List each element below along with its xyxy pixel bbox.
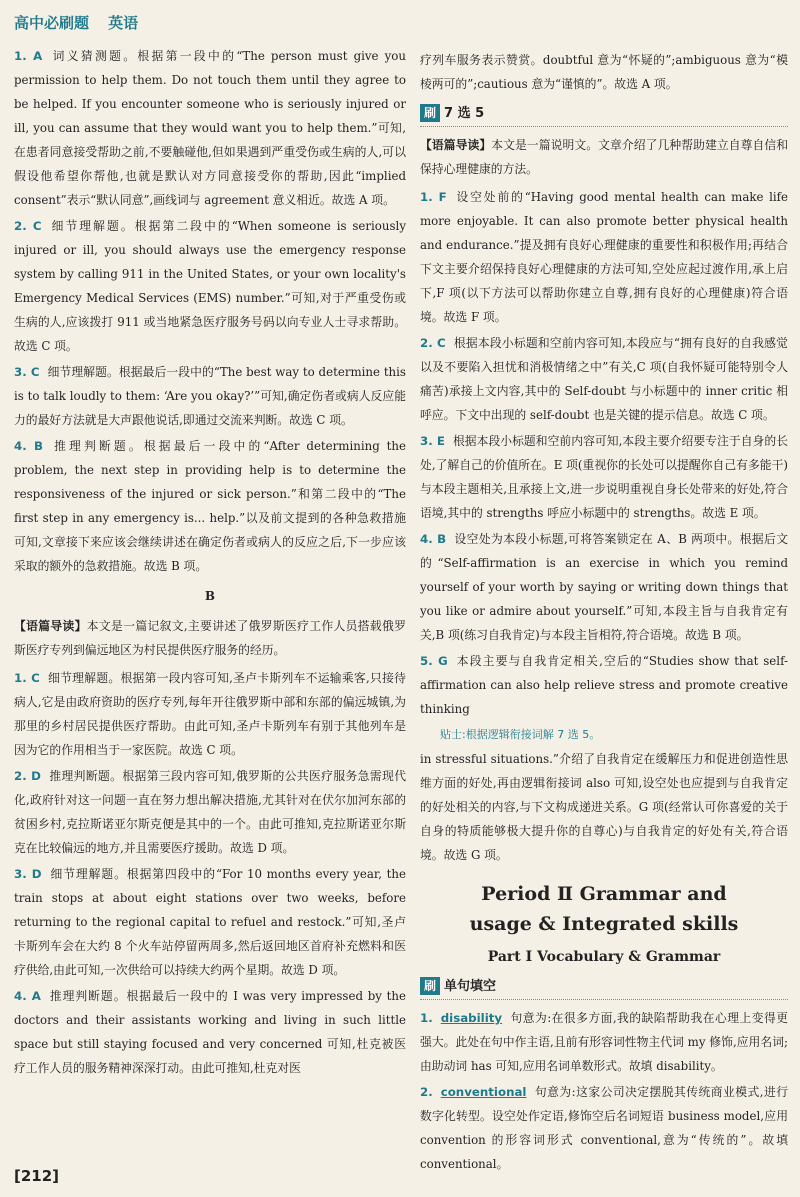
answer-text: 本段主要与自我肯定相关,空后的“Studies show that self-affirmation can also help relieve stress and promote creative thinking — [420, 654, 788, 716]
fill-item — [420, 1006, 788, 1078]
answer-item — [420, 649, 788, 721]
intro-text: 本文是一篇说明文。文章介绍了几种帮助建立自尊自信和保持心理健康的方法。 — [420, 138, 788, 176]
answer-number: 3. C — [14, 365, 40, 379]
fill-number: 2. — [420, 1085, 433, 1099]
left-column — [14, 44, 406, 1082]
answer-text: 细节理解题。根据第一段内容可知,圣卢卡斯列车不运输乘客,只接待病人,它是由政府资助的医疗专列,每年开往俄罗斯中部和东部的偏远城镇,为那里的乡村居民提供医疗帮助。由此可知,圣卢卡斯列车有别于其他列车是因为它的作用相当于一家医院。故选 C 项。 — [14, 671, 406, 757]
answer-continued: in stressful situations.”介绍了自我肯定在缓解压力和促进创造性思维方面的好处,再由逻辑衔接词 also 可知,设空处也应提到与自我肯定的好处相关的内容,与下文构成递进关系。G 项(经常认可你喜爱的关于自身的特质能够极大提升你的自尊心)与自我肯定的好处有关,符合语境。故选 G 项。 — [420, 752, 788, 862]
fill-title: 单句填空 — [444, 979, 497, 994]
answer-text: 细节理解题。根据最后一段中的“The best way to determine this is to talk loudly to them: ‘Are you okay?’”可知,确定伤者或病人反应能力的最好方法就是大声跟他说话,即通过交流来判断。故选 C 项。 — [14, 365, 406, 427]
answer-text: 设空处为本段小标题,可将答案锁定在 A、B 两项中。根据后文的“Self-affirmation is an exercise in which you remind yourself of your worth by saying or writing down things that you like or admire about yourself.”可知,本段主旨与自我肯定有关,B 项(练习自我肯定)与本段主旨相符,符合语境。故选 B 项。 — [420, 532, 788, 642]
fill-item — [420, 1080, 788, 1176]
right-column — [420, 48, 788, 1178]
section-letter: B — [205, 589, 215, 603]
continued-text: 疗列车服务表示赞赏。doubtful 意为“怀疑的”;ambiguous 意为“模棱两可的”;cautious 意为“谨慎的”。故选 A 项。 — [420, 53, 788, 91]
page-number: [212] — [14, 1167, 60, 1185]
answer-text: 细节理解题。根据第二段中的“When someone is seriously injured or ill, you should always use the emergency response system by calling 911 in the United States, or your own locality's Emergency Medical Services (EMS) number.”可知,对于严重受伤或生病的人,应该拨打 911 或当地紧急医疗服务号码以向专业人士寻求帮助。故选 C 项。 — [14, 219, 406, 353]
fill-heading — [420, 975, 788, 1000]
answer-text: 词义猜测题。根据第一段中的“The person must give you permission to help them. Do not touch them until they agree to be helped. If you encounter someone who is seriously injured or ill, you can assume that they would want you to help them.”可知,在患者同意接受帮助之前,不要触碰他,但如果遇到严重受伤或生病的人,可以假设他希望你帮他,也就是默认对方同意接受你的帮助,因此“implied consent”表示“默认同意”,画线词与 agreement 意义相近。故选 A 项。 — [14, 49, 406, 207]
answer-item — [14, 666, 406, 762]
passage-intro — [14, 614, 406, 662]
answer-item — [420, 429, 788, 525]
brush-badge: 刷 — [420, 104, 440, 122]
answer-number: 3. E — [420, 434, 445, 448]
page-header — [14, 12, 414, 38]
answer-number: 4. A — [14, 989, 41, 1003]
fill-explanation: 句意为:在很多方面,我的缺陷帮助我在心理上变得更强大。此处在句中作主语,且前有形容词性物主代词 my 修饰,应用名词;由助动词 has 可知,应用名词单数形式。故填 disability。 — [420, 1011, 788, 1073]
answer-item — [420, 527, 788, 647]
answer-text: 细节理解题。根据第四段中的“For 10 months every year, the train stops at about eight stations over two weeks, before returning to the regional capital to refuel and restock.”可知,圣卢卡斯列车会在大约 8 个火车站停留两周多,然后返回地区首府补充燃料和医疗供给,由此可知,一次供给可以持续大约两个星期。故选 D 项。 — [14, 867, 406, 977]
answer-number: 1. C — [14, 671, 40, 685]
section-heading — [420, 102, 788, 127]
answer-item — [420, 185, 788, 329]
answer-item — [14, 764, 406, 860]
answer-item — [420, 331, 788, 427]
intro-tag: 【语篇导读】 — [14, 619, 87, 633]
passage-intro — [420, 133, 788, 181]
answer-item — [14, 360, 406, 432]
answer-number: 4. B — [14, 439, 43, 453]
answer-item — [14, 434, 406, 578]
answer-number: 1. F — [420, 190, 447, 204]
fill-explanation: 句意为:这家公司决定摆脱其传统商业模式,进行数字化转型。设空处作定语,修饰空后名词短语 business model,应用 convention 的形容词形式 conventional,意为“传统的”。故填 conventional。 — [420, 1085, 788, 1171]
answer-item — [14, 214, 406, 358]
answer-number: 5. G — [420, 654, 448, 668]
answer-item — [14, 984, 406, 1080]
page-number-value: 212 — [20, 1167, 53, 1185]
intro-text: 本文是一篇记叙文,主要讲述了俄罗斯医疗工作人员搭载俄罗斯医疗专列到偏远地区为村民提供医疗服务的经历。 — [14, 619, 406, 657]
answer-text: 设空处前的“Having good mental health can make life more enjoyable. It can also promote better physical health and endurance.”提及拥有良好心理健康的重要性和积极作用;再结合下文主要介绍保持良好心理健康的方法可知,空处应起过渡作用,承上启下,F 项(以下方法可以帮助你建立自尊,拥有良好的心理健康)符合语境。故选 F 项。 — [420, 190, 789, 324]
answer-number: 2. C — [420, 336, 446, 350]
answer-text: 推理判断题。根据最后一段中的“After determining the problem, the next step in providing help is to determine the responsiveness of the injured or sick person.”和第二段中的“The first step in any emergency is... help.”以及前文提到的各种急救措施可知,文章接下来应该会继续讲述在确定伤者或病人的反应之后,下一步应该采取的额外的急救措施。故选 B 项。 — [14, 439, 407, 573]
fill-answer: conventional — [440, 1085, 527, 1099]
fill-number: 1. — [420, 1011, 433, 1025]
answer-number: 3. D — [14, 867, 42, 881]
tip-note: 贴士:根据逻辑衔接词解 7 选 5。 — [440, 728, 601, 741]
answer-number: 2. D — [14, 769, 41, 783]
subject-label: 英语 — [108, 14, 139, 32]
period-title-line2: usage & Integrated skills — [469, 913, 739, 935]
answer-number: 2. C — [14, 219, 42, 233]
period-title — [420, 879, 788, 939]
section-title: 7 选 5 — [444, 106, 485, 121]
answer-number: 1. A — [14, 49, 43, 63]
part-title: Part Ⅰ Vocabulary & Grammar — [487, 949, 721, 965]
answer-item — [14, 44, 406, 212]
answer-item — [14, 862, 406, 982]
answer-text: 推理判断题。根据第三段内容可知,俄罗斯的公共医疗服务急需现代化,政府针对这一问题一直在努力想出解决措施,尤其针对在伏尔加河东部的贫困乡村,克拉斯诺亚尔斯克便是其中的一个。由此可推知,克拉斯诺亚尔斯克在比较偏远的地方,并且需要医疗援助。故选 D 项。 — [14, 769, 406, 855]
fill-answer: disability — [440, 1011, 503, 1025]
intro-tag: 【语篇导读】 — [420, 138, 492, 152]
brush-badge: 刷 — [420, 977, 440, 995]
book-title: 高中必刷题 — [14, 14, 90, 32]
answer-text: 根据本段小标题和空前内容可知,本段应与“拥有良好的自我感觉以及不要陷入担忧和消极情绪之中”有关,C 项(自我怀疑可能特别令人痛苦)承接上文内容,其中的 Self-doubt 与小标题中的 inner critic 相呼应。下文中出现的 self-doubt 也是关键的提示信息。故选 C 项。 — [420, 336, 788, 422]
answer-number: 4. B — [420, 532, 447, 546]
period-title-line1: Period Ⅱ Grammar and — [481, 883, 727, 905]
answer-text: 根据本段小标题和空前内容可知,本段主要介绍要专注于自身的长处,了解自己的价值所在。E 项(重视你的长处可以提醒你自己有多能干)与本段主题相关,且承接上文,进一步说明重视自身长处带来的好处,符合语境,其中的 strengths 呼应小标题中的 strengths。故选 E 项。 — [420, 434, 788, 520]
answer-text: 推理判断题。根据最后一段中的 I was very impressed by the doctors and their assistants working and living in such little space but still staying focused and very concerned 可知,杜克被医疗工作人员的服务精神深深打动。由此可推知,杜克对医 — [14, 989, 406, 1075]
